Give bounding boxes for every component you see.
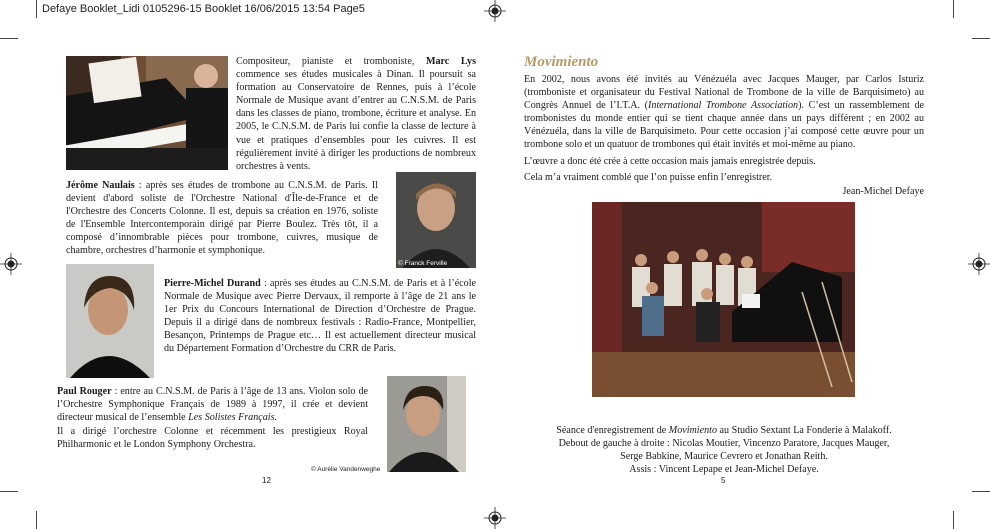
page-number-right: 5 [721, 476, 726, 485]
photo-credit: © Franck Ferville [398, 260, 448, 267]
bio-pierre-michel-durand [164, 277, 476, 356]
slug-line: Defaye Booklet_Lidi 0105296-15 Booklet 16/06/2015 13:54 Page5 [42, 3, 365, 15]
crop-mark [0, 491, 18, 492]
paragraph-text: En 2002, nous avons été invités au Vénézuéla avec Jacques Mauger, par Carlos Isturiz (tromboniste et organisateur du Festival National de Trombone de la ville de Barquisimeto) au Congrès Annuel de l’I.T.A. ( [524, 74, 924, 112]
paragraph-text: ). C’est un rassemblement de trombonistes du monde entier qui se tient chaque année dans un pays différent ; en 2002 au Vénézuéla, dans la ville de Barquisimeto. Pour cette occasion j’ai composé cette œuvre pour un trombone solo et un quatuor de trombones qui était invités et moi-même au piano. [524, 100, 924, 151]
crop-mark [36, 511, 37, 529]
registration-mark-icon [484, 507, 506, 529]
registration-mark-icon [968, 253, 990, 275]
caption-line [524, 424, 924, 437]
bio-paul-rouger [57, 385, 368, 424]
portrait-illustration [66, 264, 154, 378]
crop-mark [36, 0, 37, 18]
photo-recording-session [592, 202, 855, 397]
musician-name: Pierre-Michel Durand [164, 278, 261, 289]
portrait-illustration [387, 376, 466, 472]
paragraph-movimiento-intro [524, 73, 924, 152]
registration-mark-icon [0, 253, 22, 275]
bio-text: : après ses études au C.N.S.M. de Paris et à l’école Normale de Musique avec Pierre Dervaux, il remporte à l’âge de 21 ans le 1er Prix du Concours International de Direction d’Orchestre de Prague. Depuis il a dirigé dans de nombreux festivals : Radio-France, Montpellier, Besançon, Printemps de Prague etc… Il est actuellement directeur musical du Département Formation d’Orchestre du CRR de Paris. [164, 278, 476, 355]
photo-jerome-naulais [396, 172, 476, 268]
work-title: Movimiento [668, 425, 717, 436]
bio-jerome-naulais [66, 179, 378, 258]
section-heading: Movimiento [524, 54, 599, 70]
registration-mark-icon [484, 0, 506, 22]
caption-text: Séance d'enregistrement de [556, 425, 669, 436]
musician-name: Jérôme Naulais [66, 180, 135, 191]
piano-photo-illustration [66, 56, 228, 170]
bio-text: Compositeur, pianiste et tromboniste, [236, 56, 426, 67]
photo-marc-lys [66, 56, 228, 170]
bio-text: : entre au C.N.S.M. de Paris à l’âge de 13 ans. Violon solo de l’Orchestre Symphonique Français de 1989 à 1997, il crée et devient directeur musical de l’ensemble [57, 386, 368, 424]
photo-paul-rouger [387, 376, 466, 472]
caption-line: Debout de gauche à droite : Nicolas Moutier, Vincenzo Paratore, Jacques Mauger, [558, 438, 890, 449]
bio-text: commence ses études musicales à Dinan. Il poursuit sa formation au Conservatoire de Rennes, puis à l’école Normale de Musique avant d’entrer au C.N.S.M. de Paris dans les classes de piano, trombone, écriture et analyse. En 2005, le C.N.S.M. de Paris lui confie la classe de lecture à vue et pratiques d’ensembles pour les cuivres. Il est régulièrement invité à diriger les productions de nombreux orchestres à vents. [236, 69, 476, 172]
crop-mark [972, 38, 990, 39]
portrait-illustration [396, 172, 476, 268]
musician-name: Paul Rouger [57, 386, 112, 397]
ensemble-name: Les Solistes Français. [188, 412, 278, 424]
paragraph-movimiento-2: L’œuvre a donc été crée à cette occasion mais jamais enregistrée depuis. [524, 156, 816, 167]
bio-text: : après ses études de trombone au C.N.S.M. de Paris. Il devient d'abord soliste de l'Orchestre National d'Île-de-France et de l'Orchestre des Concerts Colonne. Il est, depuis sa création en 1976, soliste de l'Ensemble Intercontemporain dirigé par Pierre Boulez. Très tôt, il a composé d’innombrable pièces pour trombone, cuivres, musique de chambre, orchestres d’harmonie et symphonique. [66, 180, 379, 257]
musician-name: Marc Lys [425, 56, 476, 67]
association-name: International Trombone Association [648, 100, 799, 112]
bio-paul-rouger-continued: Il a dirigé l’orchestre Colonne et récemment les prestigieux Royal Philharmonic et le London Symphony Orchestra. [57, 426, 368, 451]
paragraph-movimiento-3: Cela m’a vraiment comblé que l’on puisse enfin l’enregistrer. [524, 172, 773, 183]
photo-pierre-michel-durand [66, 264, 154, 378]
crop-mark [953, 0, 954, 18]
signature: Jean-Michel Defaye [842, 186, 924, 197]
caption-text: au Studio Sextant La Fonderie à Malakoff. [717, 425, 892, 436]
crop-mark [972, 491, 990, 492]
photo-credit: © Aurélie Vandenweghe [311, 466, 381, 473]
caption-line: Assis : Vincent Lepape et Jean-Michel Defaye. [629, 464, 819, 475]
crop-mark [0, 38, 18, 39]
bio-marc-lys [236, 55, 476, 173]
crop-mark [953, 511, 954, 529]
page-number-left: 12 [262, 476, 271, 485]
recording-session-illustration [592, 202, 855, 397]
caption-line: Serge Babkine, Maurice Cevrero et Jonathan Reith. [620, 451, 828, 462]
photo-caption [524, 424, 924, 476]
